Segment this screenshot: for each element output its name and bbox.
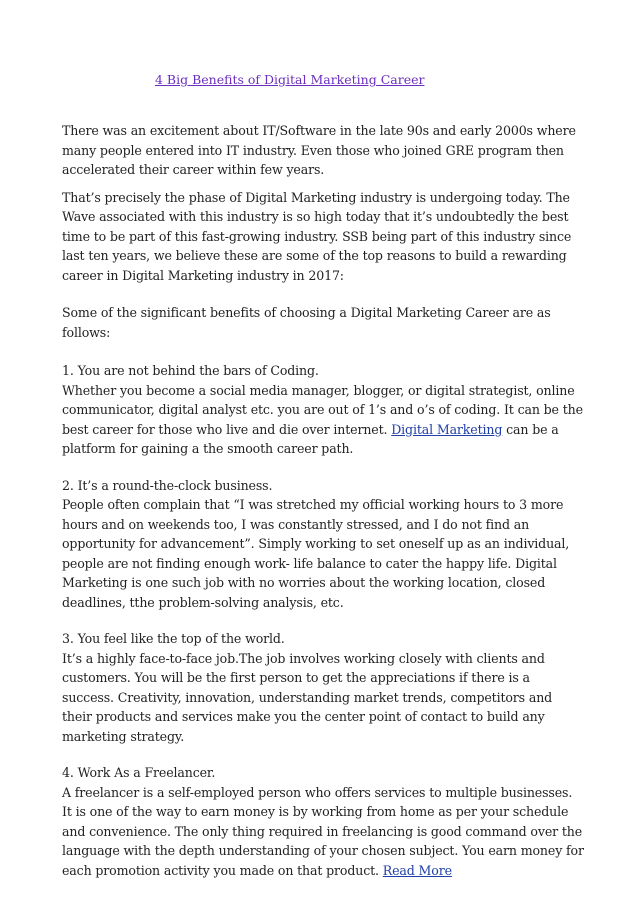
section-heading: 4. Work As a Freelancer. bbox=[62, 765, 216, 780]
section-heading: 3. You feel like the top of the world. bbox=[62, 631, 285, 646]
intro-paragraph-2: That’s precisely the phase of Digital Marketing industry is undergoing today. The Wave associated with this industry is so high today that it’s undoubtedly the best time to be part of this fast-growing industry. SSB being part of this industry since last ten years, we believe these are some of the top reasons to build a rewarding career in Digital Marketing industry in 2017: bbox=[62, 189, 572, 283]
intro-paragraph-1: There was an excitement about IT/Software in the late 90s and early 2000s where many people entered into IT industry. Even those who joined GRE program then accelerated their career within few years. bbox=[62, 123, 576, 177]
section-text: It’s a highly face-to-face job.The job involves working closely with clients and customers. You will be the first person to get the appreciations if there is a success. Creativity, innovation, understanding market trends, competitors and their products and services make you the center point of contact to build any marketing strategy. bbox=[62, 650, 553, 744]
section-text bbox=[62, 783, 584, 881]
benefit-section-1 bbox=[62, 361, 584, 459]
section-text bbox=[62, 381, 584, 459]
section-text: People often complain that “I was stretched my official working hours to 3 more hours and on weekends too, I was constantly stressed, and I do not find an opportunity for advancement”. Simply working to set oneself up as an individual, people are not finding enough work- life balance to cater the happy life. Digital Marketing is one such job with no worries about the working location, closed deadlines, tthe problem-solving analysis, etc. bbox=[62, 497, 570, 610]
section-text-end: can be a platform for gaining a the smooth career path. bbox=[62, 421, 559, 456]
article-body bbox=[62, 121, 584, 897]
benefit-section-2 bbox=[62, 476, 584, 613]
benefit-section-3 bbox=[62, 629, 584, 746]
section-heading: 1. You are not behind the bars of Coding. bbox=[62, 363, 319, 378]
read-more-link[interactable]: Read More bbox=[382, 862, 452, 878]
digital-marketing-link[interactable]: Digital Marketing bbox=[391, 421, 503, 437]
intro-paragraph-3: Some of the significant benefits of choosing a Digital Marketing Career are as follows: bbox=[62, 305, 551, 340]
article-title bbox=[155, 72, 424, 87]
section-heading: 2. It’s a round-the-clock business. bbox=[62, 477, 273, 493]
section-text-start: Whether you become a social media manager, blogger, or digital strategist, online communicator, digital analyst etc. you are out of 1’s and o’s of coding. It can be the best career for those who live and die over internet. bbox=[62, 382, 583, 437]
title-link[interactable]: 4 Big Benefits of Digital Marketing Career bbox=[155, 72, 425, 87]
benefit-section-4 bbox=[62, 763, 584, 880]
section-text-start: A freelancer is a self-employed person who offers services to multiple businesses. It is one of the way to earn money is by working from home as per your schedule and convenience. The only thing required in freelancing is good command over the language with the depth understanding of your chosen subject. You earn money for each promotion activity you made on that product. bbox=[62, 784, 584, 878]
